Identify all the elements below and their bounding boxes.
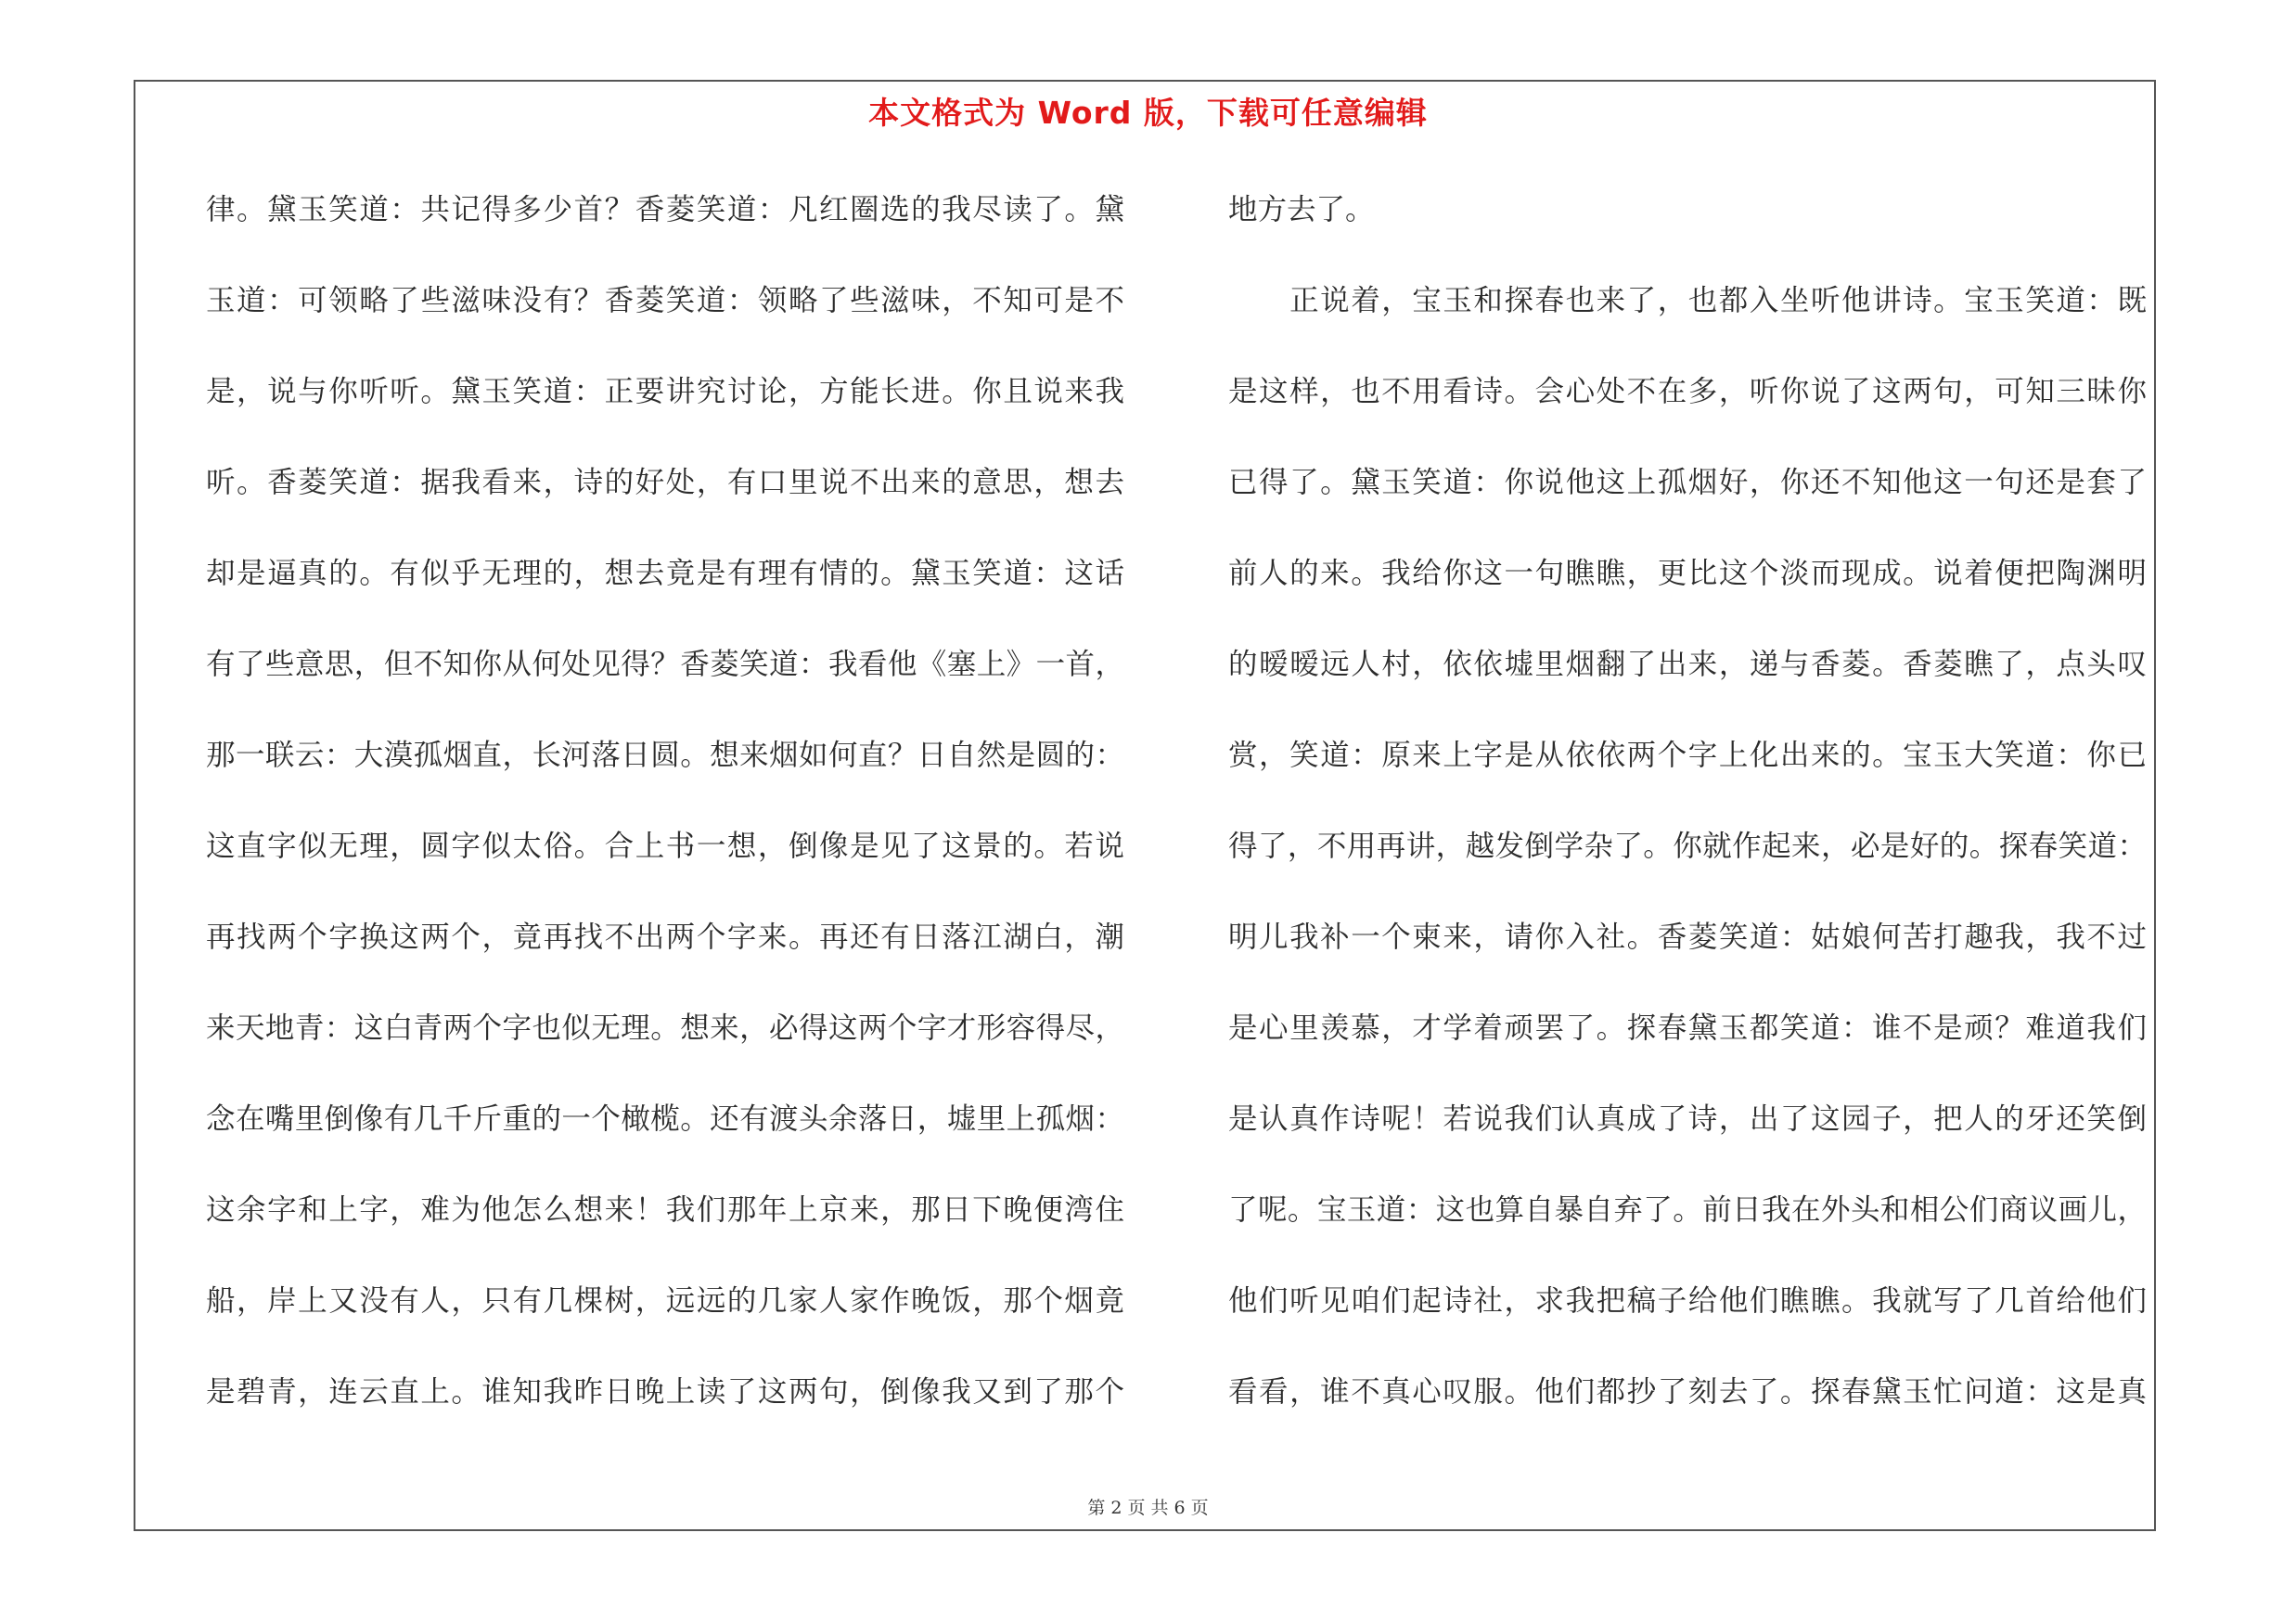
text-line: 念在嘴里倒像有几千斤重的一个橄榄。还有渡头余落日，墟里上孤烟： xyxy=(206,1102,1124,1136)
text-line: 听。香菱笑道：据我看来，诗的好处，有口里说不出来的意思，想去 xyxy=(206,466,1124,499)
text-line: 有了些意思，但不知你从何处见得？香菱笑道：我看他《塞上》一首， xyxy=(206,648,1124,681)
text-line: 已得了。黛玉笑道：你说他这上孤烟好，你还不知他这一句还是套了 xyxy=(1228,466,2147,499)
text-line: 得了，不用再讲，越发倒学杂了。你就作起来，必是好的。探春笑道： xyxy=(1228,830,2147,863)
text-line: 玉道：可领略了些滋味没有？香菱笑道：领略了些滋味，不知可是不 xyxy=(206,284,1124,317)
text-line: 这直字似无理，圆字似太俗。合上书一想，倒像是见了这景的。若说 xyxy=(206,830,1124,863)
text-line: 正说着，宝玉和探春也来了，也都入坐听他讲诗。宝玉笑道：既 xyxy=(1228,284,2147,317)
text-line: 看看，谁不真心叹服。他们都抄了刻去了。探春黛玉忙问道：这是真 xyxy=(1228,1375,2147,1409)
text-line: 是认真作诗呢！若说我们认真成了诗，出了这园子，把人的牙还笑倒 xyxy=(1228,1102,2147,1136)
text-line: 是，说与你听听。黛玉笑道：正要讲究讨论，方能长进。你且说来我 xyxy=(206,375,1124,408)
text-line: 却是逼真的。有似乎无理的，想去竟是有理有情的。黛玉笑道：这话 xyxy=(206,557,1124,590)
text-line: 再找两个字换这两个，竟再找不出两个字来。再还有日落江湖白，潮 xyxy=(206,921,1124,954)
text-line: 是碧青，连云直上。谁知我昨日晚上读了这两句，倒像我又到了那个 xyxy=(206,1375,1124,1409)
text-line: 是心里羡慕，才学着顽罢了。探春黛玉都笑道：谁不是顽？难道我们 xyxy=(1228,1011,2147,1045)
right-text-column xyxy=(1228,182,2147,1455)
text-line: 是这样，也不用看诗。会心处不在多，听你说了这两句，可知三昧你 xyxy=(1228,375,2147,408)
text-line: 这余字和上字，难为他怎么想来！我们那年上京来，那日下晚便湾住 xyxy=(206,1193,1124,1227)
text-line: 来天地青：这白青两个字也似无理。想来，必得这两个字才形容得尽， xyxy=(206,1011,1124,1045)
text-line: 的暧暧远人村，依依墟里烟翻了出来，递与香菱。香菱瞧了，点头叹 xyxy=(1228,648,2147,681)
text-line: 他们听见咱们起诗社，求我把稿子给他们瞧瞧。我就写了几首给他们 xyxy=(1228,1284,2147,1318)
text-line: 了呢。宝玉道：这也算自暴自弃了。前日我在外头和相公们商议画儿， xyxy=(1228,1193,2147,1227)
text-line: 律。黛玉笑道：共记得多少首？香菱笑道：凡红圈选的我尽读了。黛 xyxy=(206,193,1124,226)
text-line: 赏，笑道：原来上字是从依依两个字上化出来的。宝玉大笑道：你已 xyxy=(1228,739,2147,772)
page-number: 第 2 页 共 6 页 xyxy=(1087,1498,1209,1518)
text-line: 那一联云：大漠孤烟直，长河落日圆。想来烟如何直？日自然是圆的： xyxy=(206,739,1124,772)
text-line: 地方去了。 xyxy=(1228,193,1375,226)
text-line: 船，岸上又没有人，只有几棵树，远远的几家人家作晚饭，那个烟竟 xyxy=(206,1284,1124,1318)
text-line: 明儿我补一个柬来，请你入社。香菱笑道：姑娘何苦打趣我，我不过 xyxy=(1228,921,2147,954)
left-text-column xyxy=(206,182,1124,1455)
text-line: 前人的来。我给你这一句瞧瞧，更比这个淡而现成。说着便把陶渊明 xyxy=(1228,557,2147,590)
format-banner: 本文格式为 Word 版，下载可任意编辑 xyxy=(868,95,1428,131)
